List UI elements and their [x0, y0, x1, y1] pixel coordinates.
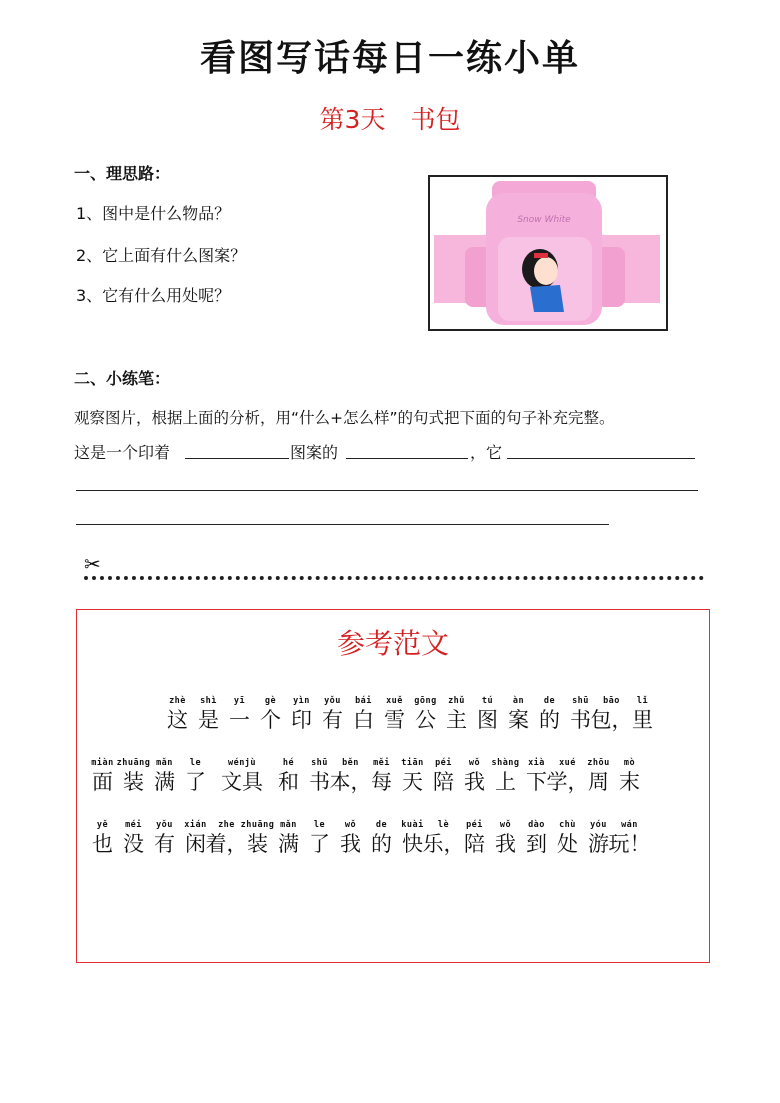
hanzi: 陪 [464, 832, 485, 856]
pinyin-character [441, 696, 472, 732]
pinyin: yǒu [156, 820, 173, 830]
pinyin: shì [200, 696, 217, 706]
hanzi: 了 [309, 832, 330, 856]
pinyin: hé [282, 758, 295, 768]
pinyin-character [149, 758, 180, 794]
pinyin-character [552, 820, 583, 856]
pinyin-character [149, 820, 180, 856]
pinyin-character [627, 696, 658, 732]
cut-line [84, 576, 704, 580]
pinyin: chù [559, 820, 576, 830]
pinyin: tiān [401, 758, 424, 768]
hanzi: 书 [570, 708, 591, 732]
pinyin: zhǔ [448, 696, 465, 706]
pinyin: péi [466, 820, 483, 830]
pinyin: běn [342, 758, 359, 768]
pinyin-character [335, 820, 366, 856]
hanzi: 有 [154, 832, 175, 856]
hanzi: 了 [185, 770, 206, 794]
pinyin: zhe [218, 820, 235, 830]
pinyin: wán [621, 820, 638, 830]
hanzi: 的 [371, 832, 392, 856]
pinyin-character [546, 758, 589, 794]
pinyin: shū [311, 758, 328, 768]
pinyin-character [490, 820, 521, 856]
hanzi: 面 [92, 770, 113, 794]
pinyin: yìn [293, 696, 310, 706]
pinyin: de [543, 696, 556, 706]
essay-row-2 [87, 758, 645, 794]
hanzi: 白 [353, 708, 374, 732]
pinyin-character [428, 758, 459, 794]
pinyin-character [397, 758, 428, 794]
pinyin: shàng [491, 758, 520, 768]
pinyin-character [211, 758, 273, 794]
pinyin: xuě [386, 696, 403, 706]
pinyin: le [189, 758, 202, 768]
pinyin: měi [373, 758, 390, 768]
pinyin: gōng [414, 696, 437, 706]
day-subtitle: 第3天 书包 [319, 105, 461, 134]
hanzi: 装 [247, 832, 268, 856]
pinyin: mò [623, 758, 636, 768]
pinyin: le [313, 820, 326, 830]
pinyin: zhuāng [240, 820, 275, 830]
pinyin: bái [355, 696, 372, 706]
hanzi: 周 [588, 770, 609, 794]
pinyin: mǎn [280, 820, 297, 830]
hanzi: 雪 [384, 708, 405, 732]
pinyin: xià [528, 758, 545, 768]
hanzi: 陪 [433, 770, 454, 794]
pinyin-character [614, 758, 645, 794]
hanzi: 末 [619, 770, 640, 794]
hanzi: 这 [167, 708, 188, 732]
pinyin: méi [125, 820, 142, 830]
pinyin: lǐ [636, 696, 649, 706]
hanzi: 我 [495, 832, 516, 856]
writing-line-2[interactable] [76, 524, 609, 525]
hanzi: 是 [198, 708, 219, 732]
pinyin-character [162, 696, 193, 732]
hanzi: 印 [291, 708, 312, 732]
pinyin: tú [481, 696, 494, 706]
pinyin-character [273, 758, 304, 794]
pinyin-character [472, 696, 503, 732]
pinyin-character [205, 820, 248, 856]
pinyin: gè [264, 696, 277, 706]
pinyin-character [348, 696, 379, 732]
pinyin-character [503, 696, 534, 732]
hanzi: 主 [446, 708, 467, 732]
pinyin: xué [559, 758, 576, 768]
hanzi: 没 [123, 832, 144, 856]
blank-function[interactable] [507, 458, 695, 459]
pinyin-character [459, 758, 490, 794]
question-1: 1、图中是什么物品？ [76, 204, 231, 223]
pinyin-character [583, 758, 614, 794]
hanzi: 处 [557, 832, 578, 856]
pinyin-character [273, 820, 304, 856]
hanzi: 个 [260, 708, 281, 732]
hanzi: 着， [205, 832, 248, 856]
pinyin-character [459, 820, 490, 856]
pinyin-character [118, 758, 149, 794]
pinyin-character [87, 820, 118, 856]
pinyin: àn [512, 696, 525, 706]
pinyin-character [379, 696, 410, 732]
hanzi: 我 [464, 770, 485, 794]
hanzi: 里 [632, 708, 653, 732]
pinyin-character [87, 758, 118, 794]
pinyin: miàn [91, 758, 114, 768]
reference-title: 参考范文 [336, 627, 449, 660]
pinyin: zhōu [587, 758, 610, 768]
pinyin: wénjù [227, 758, 257, 768]
pinyin-character [118, 820, 149, 856]
pinyin: lè [437, 820, 450, 830]
page-title: 看图写话每日一练小单 [199, 38, 580, 79]
pinyin-character [180, 758, 211, 794]
hanzi: 玩！ [608, 832, 651, 856]
hanzi: 书 [309, 770, 330, 794]
pinyin: kuài [401, 820, 424, 830]
essay-row-1 [162, 696, 658, 732]
hanzi: 有 [322, 708, 343, 732]
pinyin-character [366, 820, 397, 856]
hanzi: 天 [402, 770, 423, 794]
hanzi: 和 [278, 770, 299, 794]
hanzi: 公 [415, 708, 436, 732]
pinyin-character [534, 696, 565, 732]
pinyin-character [286, 696, 317, 732]
pinyin-character [410, 696, 441, 732]
section1-heading: 一、理思路： [74, 164, 171, 183]
pinyin: mǎn [156, 758, 173, 768]
hanzi: 我 [340, 832, 361, 856]
pinyin: yóu [590, 820, 607, 830]
pinyin-character [224, 696, 255, 732]
reference-essay-box [76, 609, 710, 963]
pinyin: bāo [603, 696, 620, 706]
pinyin: zhuāng [116, 758, 151, 768]
pinyin: shū [572, 696, 589, 706]
hanzi: 游 [588, 832, 609, 856]
blank-description[interactable] [346, 458, 468, 459]
pinyin-character [521, 820, 552, 856]
hanzi: 文具 [221, 770, 263, 794]
pinyin: péi [435, 758, 452, 768]
pinyin: xián [184, 820, 207, 830]
hanzi: 的 [539, 708, 560, 732]
pinyin-character [608, 820, 651, 856]
pinyin-character [255, 696, 286, 732]
pinyin: yǒu [324, 696, 341, 706]
hanzi: 案 [508, 708, 529, 732]
hanzi: 也 [92, 832, 113, 856]
fill-text-1: 这是一个印着 [74, 443, 171, 462]
pinyin: zhè [169, 696, 186, 706]
pinyin: dào [528, 820, 545, 830]
hanzi: 学， [546, 770, 589, 794]
scissors-icon: ✂ [84, 552, 101, 576]
hanzi: 快 [402, 832, 423, 856]
pinyin-character [329, 758, 372, 794]
pinyin-character [490, 758, 521, 794]
pinyin-character [304, 820, 335, 856]
fill-text-3: ，它 [470, 443, 503, 462]
schoolbag-image [428, 175, 668, 331]
hanzi: 下 [526, 770, 547, 794]
hanzi: 每 [371, 770, 392, 794]
pinyin: de [375, 820, 388, 830]
hanzi: 闲 [185, 832, 206, 856]
essay-row-3 [87, 820, 651, 856]
blank-pattern[interactable] [185, 458, 289, 459]
hanzi: 上 [495, 770, 516, 794]
hanzi: 包， [590, 708, 633, 732]
hanzi: 乐， [422, 832, 465, 856]
pinyin: wǒ [344, 820, 357, 830]
pinyin: wǒ [468, 758, 481, 768]
hanzi: 到 [526, 832, 547, 856]
question-2: 2、它上面有什么图案？ [76, 246, 247, 265]
writing-line-1[interactable] [76, 490, 698, 491]
pinyin: wǒ [499, 820, 512, 830]
fill-text-2: 图案的 [290, 443, 339, 462]
pinyin-character [590, 696, 633, 732]
pinyin-character [193, 696, 224, 732]
pinyin: yī [233, 696, 246, 706]
instruction-text: 观察图片，根据上面的分析，用“什么+怎么样”的句式把下面的句子补充完整。 [74, 409, 615, 427]
pinyin-character [366, 758, 397, 794]
hanzi: 本， [329, 770, 372, 794]
hanzi: 装 [123, 770, 144, 794]
question-3: 3、它有什么用处呢？ [76, 286, 231, 305]
hanzi: 一 [229, 708, 250, 732]
pinyin-character [422, 820, 465, 856]
pinyin: yě [96, 820, 109, 830]
hanzi: 满 [278, 832, 299, 856]
pinyin-character [317, 696, 348, 732]
pinyin-character [242, 820, 273, 856]
section2-heading: 二、小练笔： [74, 369, 171, 388]
hanzi: 图 [477, 708, 498, 732]
hanzi: 满 [154, 770, 175, 794]
svg-text:Snow White: Snow White [517, 215, 571, 225]
